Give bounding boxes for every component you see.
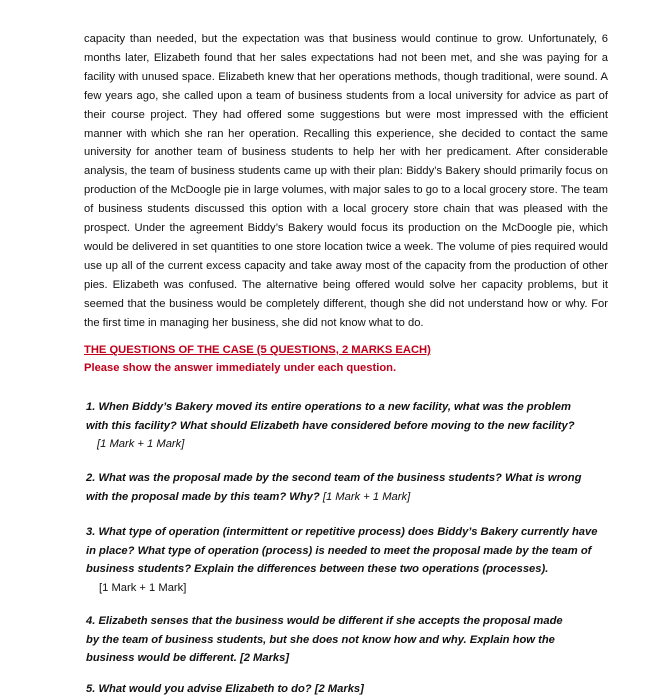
question-2-text: 2. What was the proposal made by the second team of the business students? What is wrong with the proposal made by this team? Why? [86, 472, 582, 503]
question-5 [86, 680, 586, 699]
question-1 [86, 398, 586, 454]
question-4 [86, 612, 576, 668]
question-4-marks: [2 Marks] [239, 652, 290, 664]
case-study-paragraph [84, 30, 608, 333]
question-5-text: 5. What would you advise Elizabeth to do? [86, 683, 312, 695]
question-2-marks: [1 Mark + 1 Mark] [322, 490, 411, 503]
question-3 [86, 523, 606, 597]
questions-heading: THE QUESTIONS OF THE CASE (5 QUESTIONS, 2 MARKS EACH) [84, 344, 431, 356]
case-study-text: capacity than needed, but the expectation was that business would continue to grow. Unfortunately, 6 months later, Elizabeth found that her sales expectations had not been met, and she was paying for a facility with unused space. Elizabeth knew that her operations methods, though traditional, were sound. A few years ago, she called upon a team of business students from a local university for advice as part of their course project. They had offered some suggestions but were most impressed with the efficient manner with which she ran her operation. Recalling this experience, she decided to contact the same university for another team of business students to help her with her predicament. After considerable analysis, the team of business students came up with their plan: Biddy’s Bakery should primarily focus on production of the McDoogle pie in large volumes, with major sales to go to a local grocery store. The team of business students discussed this option with a local grocery store chain that was pleased with the prospect. Under the agreement Biddy’s Bakery would focus its production on the McDoogle pie, which would be delivered in set quantities to one store location twice a week. The volume of pies required would use up all of the current excess capacity and take away most of the capacity from the production of other pies. Elizabeth was confused. The alternative being offered would solve her capacity problems, but it seemed that the business would be completely different, though she did not understand how or why. For the first time in managing her business, she did not know what to do. [84, 33, 608, 329]
question-3-marks: [1 Mark + 1 Mark] [99, 581, 187, 594]
question-4-text: 4. Elizabeth senses that the business would be different if she accepts the proposal made by the team of business students, but she does not know how and why. Explain how the business would be different. [86, 615, 563, 664]
question-1-text: 1. When Biddy’s Bakery moved its entire operations to a new facility, what was the problem with this facility? What should Elizabeth have considered before moving to the new facility? [86, 401, 575, 432]
question-3-text: 3. What type of operation (intermittent or repetitive process) does Biddy’s Bakery currently have in place? What type of operation (process) is needed to meet the proposal made by the team of business students? Explain the differences between these two operations (processes). [86, 526, 598, 575]
question-2 [86, 469, 591, 506]
answer-instruction: Please show the answer immediately under each question. [84, 362, 397, 374]
question-1-marks: [1 Mark + 1 Mark] [97, 438, 185, 450]
question-5-marks: [2 Marks] [314, 683, 364, 695]
